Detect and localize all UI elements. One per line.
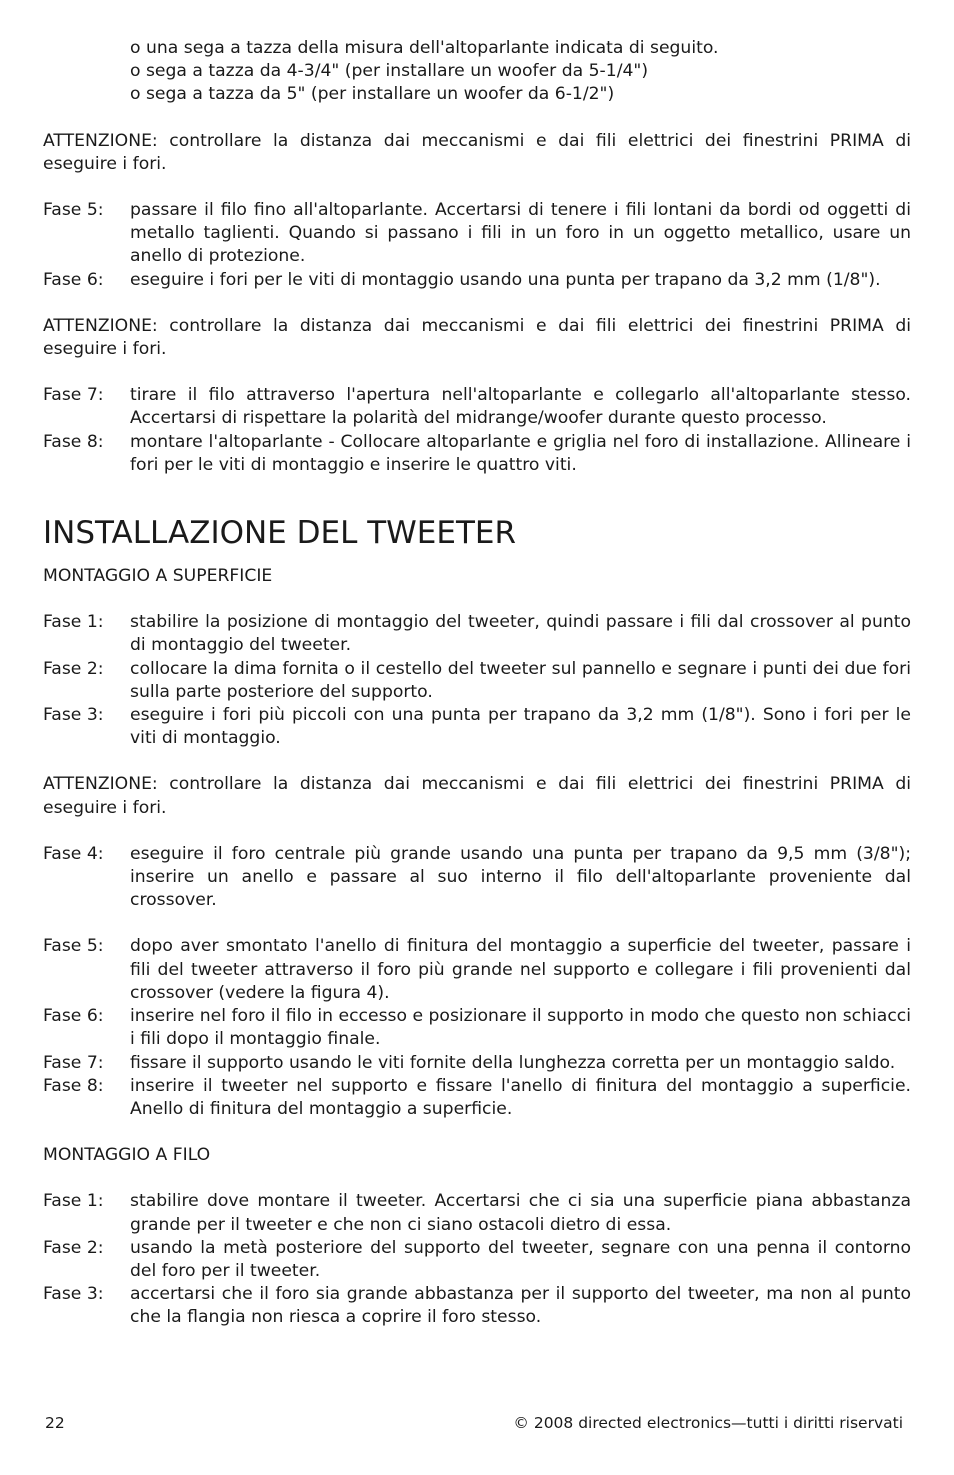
step-label: Fase 1: [43, 1191, 104, 1212]
step-label: Fase 6: [43, 1006, 104, 1027]
saw-options-list [130, 37, 911, 107]
step-item [43, 1052, 911, 1075]
step-label: Fase 2: [43, 1237, 104, 1258]
list-item: o sega a tazza da 5" (per installare un woofer da 6-1/2") [130, 84, 615, 105]
step-text: eseguire il foro centrale più grande usando una punta per trapano da 9,5 mm (3/8"); inserire un anello e passare al suo interno il filo dell'altoparlante proveniente dal crossover. [130, 843, 911, 911]
step-label: Fase 6: [43, 269, 104, 290]
subsection-heading: MONTAGGIO A SUPERFICIE [43, 566, 273, 587]
step-label: Fase 8: [43, 431, 104, 452]
step-item [43, 1005, 911, 1051]
step-item [43, 704, 911, 750]
step-label: Fase 5: [43, 200, 104, 221]
step-item [43, 1190, 911, 1236]
document-page [43, 37, 911, 1330]
step-label: Fase 1: [43, 612, 104, 633]
step-item [43, 611, 911, 657]
step-item [43, 843, 911, 913]
list-item: o sega a tazza da 4-3/4" (per installare un woofer da 5-1/4") [130, 61, 649, 82]
step-text: stabilire dove montare il tweeter. Accertarsi che ci sia una superficie piana abbastanza grande per il tweeter e che non ci siano ostacoli dietro di essa. [130, 1191, 911, 1235]
warning-paragraph: ATTENZIONE: controllare la distanza dai meccanismi e dai fili elettrici dei finestrini PRIMA di eseguire i fori. [43, 315, 911, 360]
step-label: Fase 7: [43, 385, 104, 406]
step-label: Fase 8: [43, 1075, 104, 1096]
step-label: Fase 2: [43, 658, 104, 679]
step-label: Fase 7: [43, 1052, 104, 1073]
step-label: Fase 5: [43, 936, 104, 957]
step-item [43, 384, 911, 430]
warning-paragraph: ATTENZIONE: controllare la distanza dai meccanismi e dai fili elettrici dei finestrini PRIMA di eseguire i fori. [43, 130, 911, 174]
step-item [43, 1283, 911, 1329]
step-text: tirare il filo attraverso l'apertura nell'altoparlante e collegarlo all'altoparlante stesso. Accertarsi di rispettare la polarità del midrange/woofer durante questo processo. [130, 385, 911, 429]
step-label: Fase 3: [43, 1284, 104, 1305]
step-text: dopo aver smontato l'anello di finitura del montaggio a superficie del tweeter, passare i fili del tweeter attraverso il foro più grande nel supporto e collegare i fili provenienti dal crossover (vedere la figura 4). [130, 936, 911, 1003]
step-text: montare l'altoparlante - Collocare altoparlante e griglia nel foro di installazione. Allineare i fori per le viti di montaggio e inserire le quattro viti. [130, 431, 911, 475]
list-item: o una sega a tazza della misura dell'altoparlante indicata di seguito. [130, 38, 719, 58]
step-text: usando la metà posteriore del supporto del tweeter, segnare con una penna il contorno del foro per il tweeter. [130, 1237, 911, 1281]
page-number: 22 [45, 1414, 65, 1432]
step-item [43, 269, 911, 292]
section-heading: INSTALLAZIONE DEL TWEETER [43, 515, 517, 552]
step-item [43, 431, 911, 477]
copyright-notice: © 2008 directed electronics—tutti i diritti riservati [513, 1414, 903, 1432]
step-text: inserire il tweeter nel supporto e fissare l'anello di finitura del montaggio a superficie. Anello di finitura del montaggio a superficie. [130, 1075, 911, 1119]
subsection-heading: MONTAGGIO A FILO [43, 1145, 211, 1166]
step-item [43, 658, 911, 704]
step-label: Fase 3: [43, 705, 104, 726]
step-item [43, 1237, 911, 1283]
step-text: eseguire i fori per le viti di montaggio usando una punta per trapano da 3,2 mm (1/8"). [130, 269, 881, 290]
step-item [43, 1075, 911, 1121]
step-text: stabilire la posizione di montaggio del tweeter, quindi passare i fili dal crossover al punto di montaggio del tweeter. [130, 612, 911, 656]
step-text: passare il filo fino all'altoparlante. Accertarsi di tenere i fili lontani da bordi od oggetti di metallo taglienti. Quando si passano i fili in un foro in un oggetto metallico, usare un anello di protezione. [130, 200, 911, 267]
step-text: collocare la dima fornita o il cestello del tweeter sul pannello e segnare i punti dei due fori sulla parte posteriore del supporto. [130, 658, 911, 702]
step-text: eseguire i fori più piccoli con una punta per trapano da 3,2 mm (1/8"). Sono i fori per le viti di montaggio. [130, 705, 911, 749]
step-item [43, 935, 911, 1005]
step-item [43, 199, 911, 269]
step-text: accertarsi che il foro sia grande abbastanza per il supporto del tweeter, ma non al punto che la flangia non riesca a coprire il foro stesso. [130, 1284, 911, 1328]
step-label: Fase 4: [43, 843, 104, 864]
step-text: fissare il supporto usando le viti fornite della lunghezza corretta per un montaggio saldo. [130, 1052, 896, 1073]
page-footer [45, 1412, 903, 1435]
step-text: inserire nel foro il filo in eccesso e posizionare il supporto in modo che questo non schiacci i fili dopo il montaggio finale. [130, 1006, 911, 1050]
warning-paragraph: ATTENZIONE: controllare la distanza dai meccanismi e dai fili elettrici dei finestrini PRIMA di eseguire i fori. [43, 774, 911, 818]
